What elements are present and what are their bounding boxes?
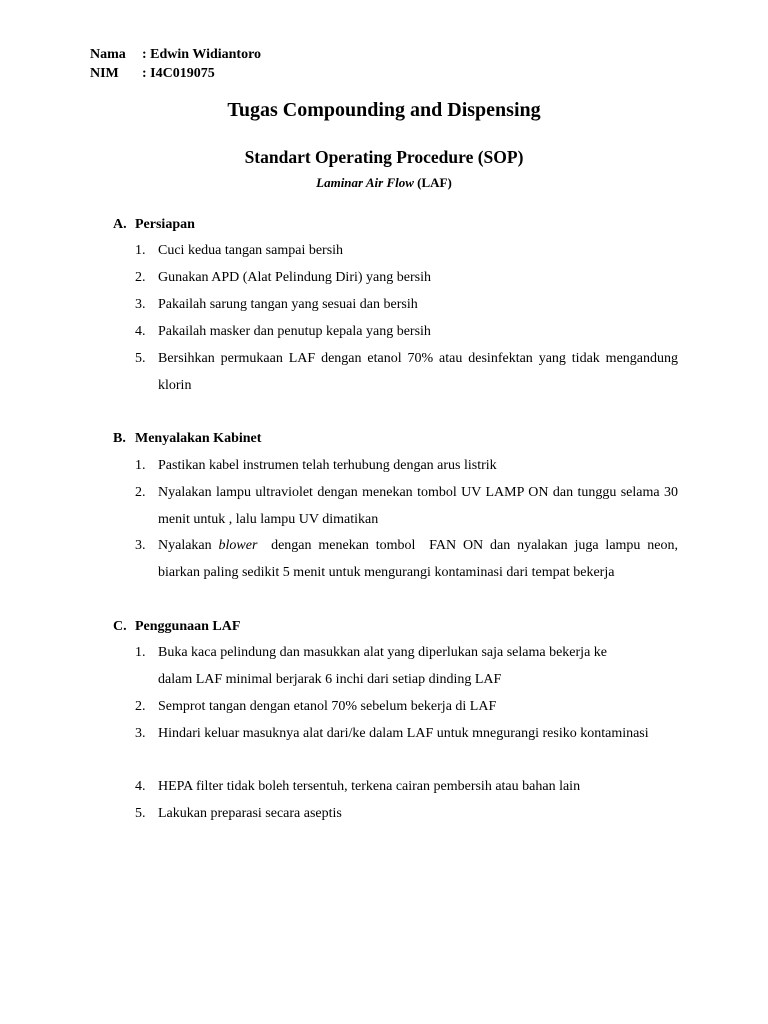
item-number: 3. — [135, 538, 146, 553]
item-number: 1. — [135, 645, 146, 660]
list-item — [135, 452, 678, 479]
header-name-row — [90, 46, 261, 64]
item-number: 4. — [135, 779, 146, 794]
item-text: Gunakan APD (Alat Pelindung Diri) yang bersih — [158, 270, 431, 285]
item-text-line: dalam LAF minimal berjarak 6 inchi dari setiap dinding LAF — [158, 672, 502, 687]
item-text — [158, 639, 678, 693]
item-number: 4. — [135, 324, 146, 339]
list-item — [135, 291, 678, 318]
item-number: 2. — [135, 485, 146, 500]
header-nim-row — [90, 65, 215, 83]
section-letter: C. — [113, 619, 127, 634]
list-item — [135, 345, 678, 399]
section-letter: A. — [113, 217, 127, 232]
item-number: 2. — [135, 699, 146, 714]
item-text: Pastikan kabel instrumen telah terhubung dengan arus listrik — [158, 458, 497, 473]
subtitle-italic-part: Laminar Air Flow — [316, 175, 414, 190]
item-number: 3. — [135, 297, 146, 312]
nim-value: : I4C019075 — [142, 66, 215, 81]
section-title: Menyalakan Kabinet — [135, 431, 262, 446]
item-number: 3. — [135, 726, 146, 741]
item-text-part: Nyalakan — [158, 538, 219, 553]
item-number: 2. — [135, 270, 146, 285]
section-heading-b — [113, 430, 261, 448]
section-heading-c — [113, 618, 240, 636]
document-title: Tugas Compounding and Dispensing — [227, 99, 541, 121]
item-text: Semprot tangan dengan etanol 70% sebelum bekerja di LAF — [158, 699, 497, 714]
name-value: : Edwin Widiantoro — [142, 47, 262, 62]
document-subtitle-laf — [0, 175, 768, 191]
list-item — [135, 639, 678, 693]
list-item — [135, 773, 678, 800]
section-title: Persiapan — [135, 217, 195, 232]
list-item — [135, 693, 678, 720]
item-number: 1. — [135, 458, 146, 473]
item-text — [158, 532, 682, 586]
list-item — [135, 479, 678, 533]
item-number: 5. — [135, 351, 146, 366]
section-title: Penggunaan LAF — [135, 619, 241, 634]
item-text: Hindari keluar masuknya alat dari/ke dalam LAF untuk mnegurangi resiko kontaminasi — [158, 726, 649, 741]
item-text-line: Buka kaca pelindung dan masukkan alat yang diperlukan saja selama bekerja ke — [158, 645, 607, 660]
item-number: 1. — [135, 243, 146, 258]
item-text: Bersihkan permukaan LAF dengan etanol 70% atau desinfektan yang tidak mengandung klorin — [158, 351, 678, 393]
item-text: Cuci kedua tangan sampai bersih — [158, 243, 344, 258]
section-letter: B. — [113, 431, 126, 446]
item-text-italic: blower — [218, 538, 258, 553]
document-subtitle: Standart Operating Procedure (SOP) — [244, 147, 524, 167]
item-number: 5. — [135, 806, 146, 821]
item-text-part: dengan menekan tombol FAN ON dan nyalakan juga lampu neon, biarkan paling sedikit 5 menit untuk mengurangi kontaminasi dari tempat bekerja — [158, 538, 682, 580]
list-item — [135, 264, 678, 291]
name-label: Nama — [90, 47, 126, 62]
nim-label: NIM — [90, 66, 119, 81]
item-text: Lakukan preparasi secara aseptis — [158, 806, 342, 821]
list-item — [135, 800, 678, 827]
subtitle-rest-part: (LAF) — [413, 175, 452, 190]
section-heading-a — [113, 216, 195, 234]
list-item — [135, 720, 678, 747]
item-text: Pakailah sarung tangan yang sesuai dan bersih — [158, 297, 418, 312]
list-item — [135, 237, 678, 264]
item-text: Nyalakan lampu ultraviolet dengan menekan tombol UV LAMP ON dan tunggu selama 30 menit untuk , lalu lampu UV dimatikan — [158, 485, 678, 527]
item-text: HEPA filter tidak boleh tersentuh, terkena cairan pembersih atau bahan lain — [158, 779, 581, 794]
list-item — [135, 318, 678, 345]
item-text: Pakailah masker dan penutup kepala yang bersih — [158, 324, 431, 339]
list-item — [135, 532, 682, 586]
